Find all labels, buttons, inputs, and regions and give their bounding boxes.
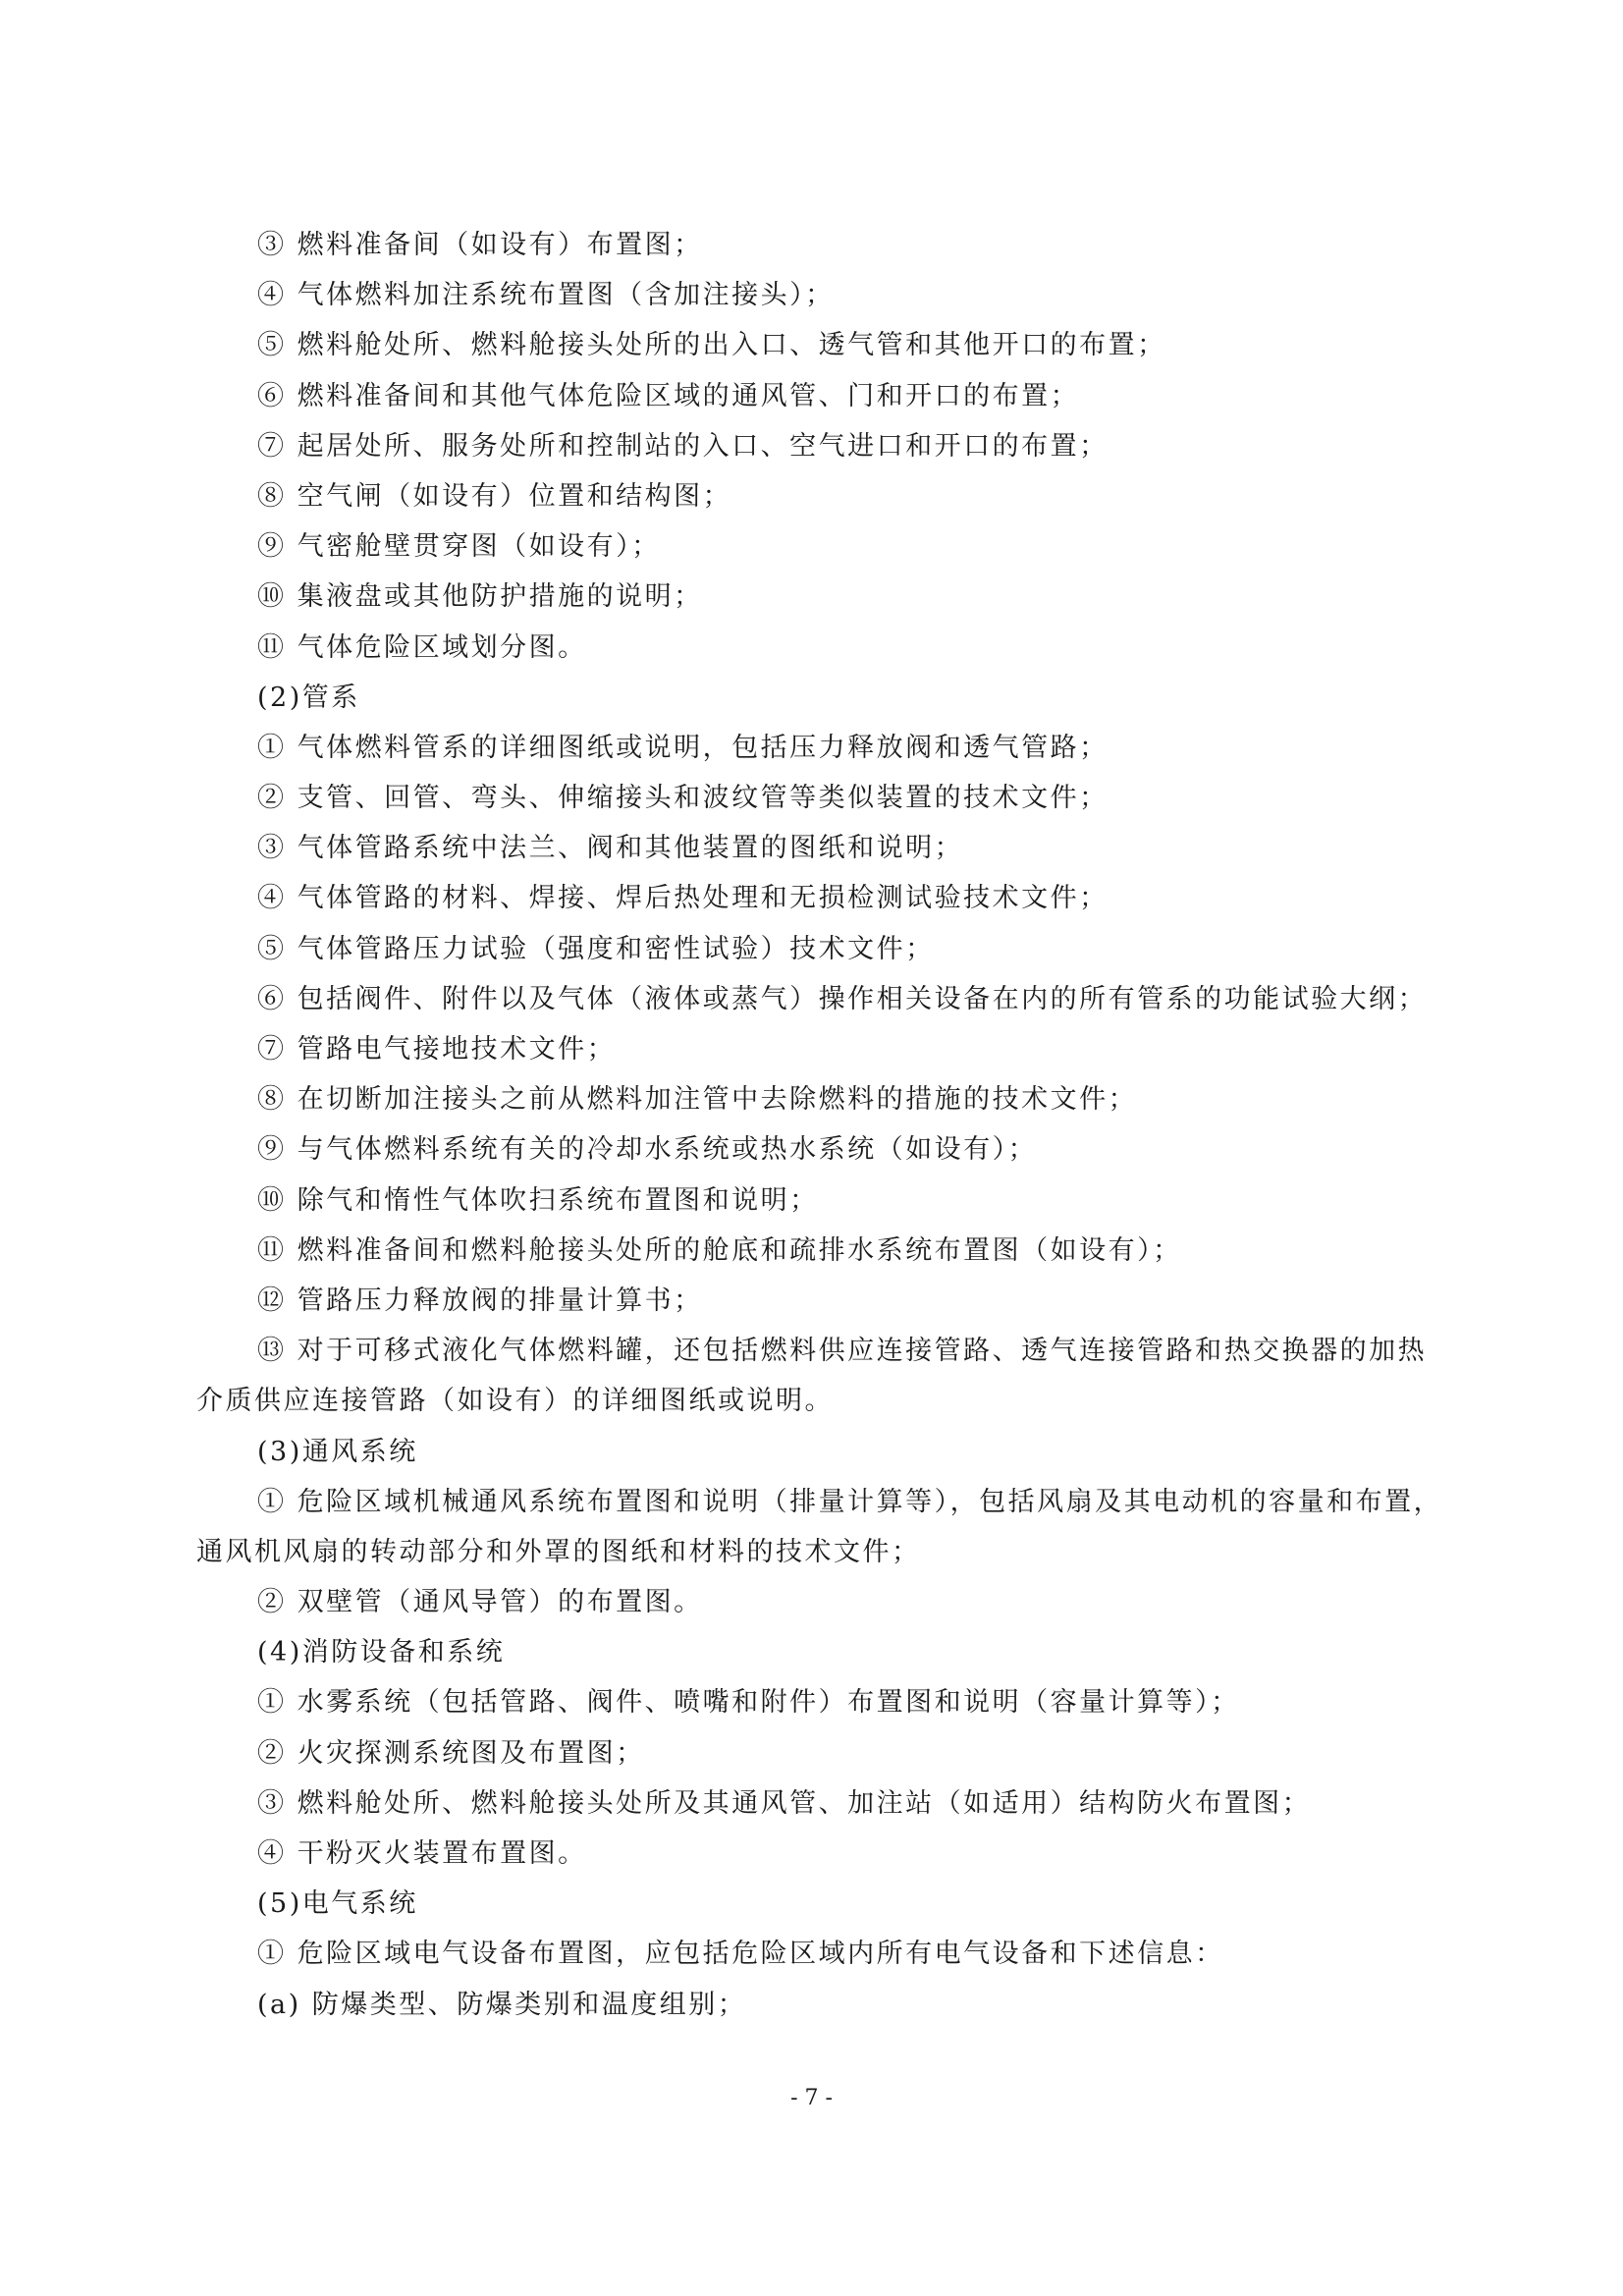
list-item: ⑫ 管路压力释放阀的排量计算书；: [257, 1285, 703, 1316]
list-item: ⑨ 气密舱壁贯穿图（如设有）；: [257, 531, 661, 563]
section-heading-electrical: (5)电气系统: [257, 1888, 418, 1920]
list-item: ⑤ 燃料舱处所、燃料舱接头处所的出入口、透气管和其他开口的布置；: [257, 330, 1166, 361]
list-item-continuation: 介质供应连接管路（如设有）的详细图纸或说明。: [196, 1386, 834, 1417]
list-item: ① 危险区域机械通风系统布置图和说明（排量计算等），包括风扇及其电动机的容量和布置，: [257, 1486, 1443, 1517]
section-heading-ventilation: (3)通风系统: [257, 1436, 418, 1467]
list-item: ① 水雾系统（包括管路、阀件、喷嘴和附件）布置图和说明（容量计算等）；: [257, 1687, 1240, 1719]
list-item: ⑥ 燃料准备间和其他气体危险区域的通风管、门和开口的布置；: [257, 380, 1080, 411]
list-item: ② 支管、回管、弯头、伸缩接头和波纹管等类似装置的技术文件；: [257, 783, 1109, 814]
list-item: ① 危险区域电气设备布置图，应包括危险区域内所有电气设备和下述信息：: [257, 1939, 1224, 1970]
section-heading-piping: (2)管系: [257, 682, 360, 713]
section-heading-fire-fighting: (4)消防设备和系统: [257, 1637, 506, 1668]
list-item: ③ 气体管路系统中法兰、阀和其他装置的图纸和说明；: [257, 833, 964, 864]
list-item: ② 火灾探测系统图及布置图；: [257, 1737, 645, 1769]
list-item: ② 双壁管（通风导管）的布置图。: [257, 1587, 703, 1618]
page-number: - 7 -: [790, 2086, 833, 2110]
list-item: ① 气体燃料管系的详细图纸或说明，包括压力释放阀和透气管路；: [257, 732, 1109, 763]
list-item: ⑪ 气体危险区域划分图。: [257, 631, 587, 663]
list-item: (a) 防爆类型、防爆类别和温度组别；: [257, 1989, 747, 2020]
list-item: ⑩ 集液盘或其他防护措施的说明；: [257, 581, 703, 613]
list-item: ⑨ 与气体燃料系统有关的冷却水系统或热水系统（如设有）；: [257, 1134, 1038, 1166]
list-item: ⑤ 气体管路压力试验（强度和密性试验）技术文件；: [257, 933, 935, 964]
list-item: ④ 气体管路的材料、焊接、焊后热处理和无损检测试验技术文件；: [257, 883, 1109, 914]
list-item: ④ 气体燃料加注系统布置图（含加注接头）；: [257, 280, 835, 311]
list-item: ⑪ 燃料准备间和燃料舱接头处所的舱底和疏排水系统布置图（如设有）；: [257, 1234, 1182, 1266]
list-item: ③ 燃料准备间（如设有）布置图；: [257, 230, 703, 260]
list-item: ③ 燃料舱处所、燃料舱接头处所及其通风管、加注站（如适用）结构防火布置图；: [257, 1787, 1312, 1819]
list-item: ⑩ 除气和惰性气体吹扫系统布置图和说明；: [257, 1184, 819, 1216]
list-item: ⑧ 在切断加注接头之前从燃料加注管中去除燃料的措施的技术文件；: [257, 1084, 1138, 1116]
list-item: ⑥ 包括阀件、附件以及气体（液体或蒸气）操作相关设备在内的所有管系的功能试验大纲；: [257, 983, 1428, 1014]
list-item: ⑦ 起居处所、服务处所和控制站的入口、空气进口和开口的布置；: [257, 430, 1109, 462]
list-item-continuation: 通风机风扇的转动部分和外罩的图纸和材料的技术文件；: [196, 1536, 921, 1567]
list-item: ④ 干粉灭火装置布置图。: [257, 1838, 587, 1869]
list-item: ⑬ 对于可移式液化气体燃料罐，还包括燃料供应连接管路、透气连接管路和热交换器的加热: [257, 1336, 1428, 1367]
list-item: ⑦ 管路电气接地技术文件；: [257, 1034, 617, 1065]
page-body: [196, 220, 1443, 2030]
list-item: ⑧ 空气闸（如设有）位置和结构图；: [257, 480, 732, 512]
